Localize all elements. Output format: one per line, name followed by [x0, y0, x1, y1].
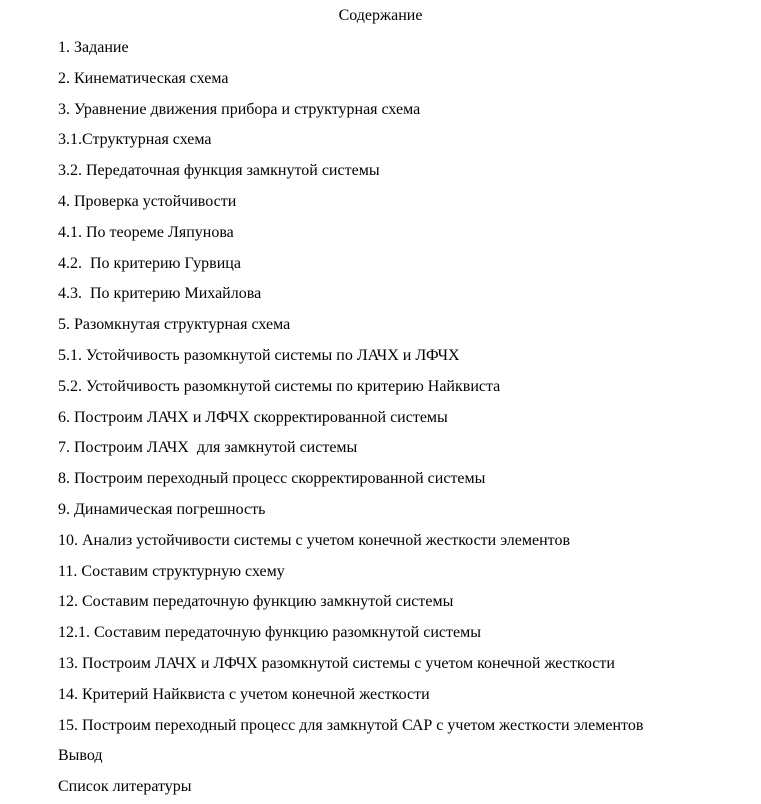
toc-item: 8. Построим переходный процесс скорректированной системы: [58, 470, 486, 488]
toc-item: 3.1.Структурная схема: [58, 131, 212, 149]
toc-item: 7. Построим ЛАЧХ для замкнутой системы: [58, 439, 358, 457]
toc-item: 13. Построим ЛАЧХ и ЛФЧХ разомкнутой системы с учетом конечной жесткости: [58, 654, 615, 672]
toc-item: 3.2. Передаточная функция замкнутой системы: [58, 162, 380, 180]
toc-item: 1. Задание: [58, 39, 129, 56]
toc-item: Список литературы: [58, 778, 192, 796]
page-title: Содержание: [338, 7, 423, 24]
toc-item: 4.2. По критерию Гурвица: [58, 254, 241, 272]
toc-item: 4.1. По теореме Ляпунова: [58, 223, 234, 241]
toc-item: 6. Построим ЛАЧХ и ЛФЧХ скорректированной системы: [58, 408, 448, 426]
toc-item: 5.1. Устойчивость разомкнутой системы по ЛАЧХ и ЛФЧХ: [58, 346, 460, 364]
toc-item: Вывод: [58, 747, 103, 765]
toc-item: 4.3. По критерию Михайлова: [58, 285, 262, 303]
toc-item: 10. Анализ устойчивости системы с учетом конечной жесткости элементов: [58, 531, 571, 549]
toc-item: 4. Проверка устойчивости: [58, 192, 237, 210]
toc-item: 12. Составим передаточную функцию замкнутой системы: [58, 593, 454, 611]
toc-item: 2. Кинематическая схема: [58, 69, 229, 87]
toc-list: [0, 33, 761, 803]
toc-item: 14. Критерий Найквиста с учетом конечной жесткости: [58, 685, 430, 703]
toc-item: 15. Построим переходный процесс для замкнутой САР с учетом жесткости элементов: [58, 716, 644, 734]
toc-item: 5.2. Устойчивость разомкнутой системы по критерию Найквиста: [58, 377, 501, 395]
toc-item: 9. Динамическая погрешность: [58, 500, 266, 518]
toc-item: 3. Уравнение движения прибора и структурная схема: [58, 100, 421, 118]
toc-item: 5. Разомкнутая структурная схема: [58, 316, 291, 334]
toc-item: 11. Составим структурную схему: [58, 562, 285, 580]
toc-item: 12.1. Составим передаточную функцию разомкнутой системы: [58, 624, 481, 642]
